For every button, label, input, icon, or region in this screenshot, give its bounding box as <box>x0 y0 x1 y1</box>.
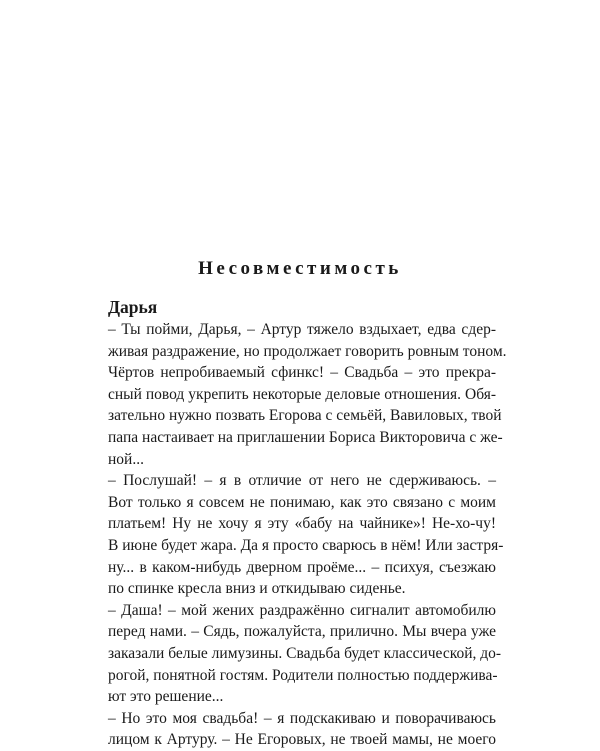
text-line: лицом к Артуру. – Не Егоровых, не твоей мамы, не моего <box>108 731 496 749</box>
text-line: по спинке кресла вниз и откидываю сиденье. <box>108 580 406 598</box>
speaker-name: Дарья <box>108 297 158 317</box>
chapter-title: Несовместимость <box>198 258 402 279</box>
text-line: Вот только я совсем не понимаю, как это связано с моим <box>108 493 496 511</box>
text-line: сный повод укрепить некоторые деловые отношения. Обя- <box>108 385 496 403</box>
text-line: – Но это моя свадьба! – я подскакиваю и поворачиваюсь <box>108 709 496 727</box>
text-line: заказали белые лимузины. Свадьба будет классической, до- <box>108 644 502 662</box>
text-line: папа настаивает на приглашении Бориса Викторовича с же- <box>108 428 503 446</box>
text-line: зательно нужно позвать Егорова с семьёй, Вавиловых, твой <box>108 407 502 425</box>
text-line: – Ты пойми, Дарья, – Артур тяжело вздыхает, едва сдер- <box>108 321 496 338</box>
text-line: – Послушай! – я в отличие от него не сдерживаюсь. – <box>108 472 496 490</box>
text-line: рогой, понятной гостям. Родители полностью поддержива- <box>108 666 498 684</box>
body-text <box>108 319 507 751</box>
text-line: живая раздражение, но продолжает говорить ровным тоном. <box>108 342 507 360</box>
text-line: ну... в каком-нибудь дверном проёме... – психуя, съезжаю <box>108 558 496 576</box>
text-line: В июне будет жара. Да я просто сварюсь в нём! Или застря- <box>108 536 504 554</box>
text-line: перед нами. – Сядь, пожалуйста, прилично. Мы вчера уже <box>108 623 496 641</box>
chapter-body <box>108 296 507 751</box>
text-line: ной... <box>108 450 144 468</box>
text-line: ют это решение... <box>108 688 224 706</box>
text-line: Чёртов непробиваемый сфинкс! – Свадьба – это прекра- <box>108 364 496 382</box>
text-line: платьем! Ну не хочу я эту «бабу на чайнике»! Не-хо-чу! <box>108 515 496 533</box>
text-line: – Даша! – мой жених раздражённо сигналит автомобилю <box>108 601 496 619</box>
